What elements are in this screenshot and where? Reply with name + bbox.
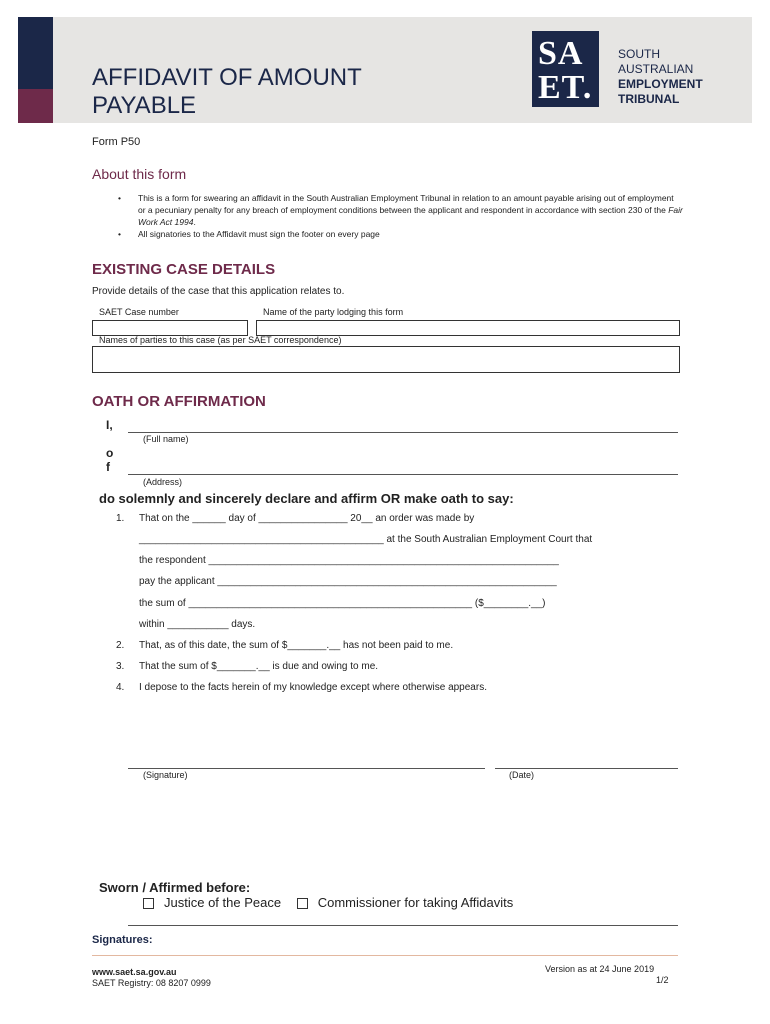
commissioner-label: Commissioner for taking Affidavits — [317, 895, 514, 910]
item-3-text: That the sum of $_______.__ is due and owing to me. — [139, 661, 379, 672]
case-number-label: SAET Case number — [99, 307, 179, 317]
page-title — [92, 64, 362, 120]
item-1-line-b: ____________________________________________ at the South Australian Employment Court that — [139, 534, 593, 545]
item-4-text: I depose to the facts herein of my knowledge except where otherwise appears. — [139, 682, 487, 693]
declare-statement: do solemnly and sincerely declare and affirm OR make oath to say: — [99, 491, 514, 506]
i-label: I, — [106, 418, 113, 432]
header-stripe-navy — [18, 17, 53, 89]
about-bullet-1-act: Fair Work Act 1994 — [138, 205, 683, 227]
party-input[interactable] — [256, 320, 680, 336]
fullname-caption: (Full name) — [143, 434, 189, 444]
signatures-label: Signatures: — [92, 934, 153, 946]
form-id: Form P50 — [92, 136, 141, 148]
commissioner-checkbox[interactable] — [297, 898, 308, 909]
logo-line-3: EMPLOYMENT — [618, 77, 703, 91]
item-3-number: 3. — [116, 661, 125, 672]
about-bullet-1 — [118, 192, 683, 228]
logo-line-4: TRIBUNAL — [618, 92, 680, 106]
parties-input[interactable] — [92, 346, 680, 373]
item-1-number: 1. — [116, 513, 125, 524]
of-label-f: f — [106, 460, 110, 474]
logo-line-1: SOUTH — [618, 47, 660, 61]
logo-mark-top: SA — [538, 35, 584, 72]
item-2-text: That, as of this date, the sum of $_______.__ has not been paid to me. — [139, 640, 454, 651]
item-1-line-d: pay the applicant _____________________________________________________________ — [139, 576, 557, 587]
of-label-o: o — [106, 446, 114, 460]
date-caption: (Date) — [509, 770, 535, 780]
logo-mark-bottom: ET. — [538, 69, 593, 106]
item-1-line-e: the sum of ___________________________________________________ ($________.__) — [139, 598, 546, 609]
justice-label: Justice of the Peace — [164, 895, 282, 910]
sworn-heading: Sworn / Affirmed before: — [99, 880, 251, 895]
sworn-options — [143, 895, 513, 910]
about-bullet-1-text: This is a form for swearing an affidavit in the South Australian Employment Tribunal in relation to an amount payable arising out of employment or a pecuniary penalty for any breach of employment conditions between the applicant and respondent in accordance with section 230 of the — [138, 193, 674, 215]
signature-line[interactable] — [128, 768, 485, 769]
logo-line-2: AUSTRALIAN — [618, 62, 694, 76]
item-1-line-a: That on the ______ day of ________________ 20__ an order was made by — [139, 513, 475, 524]
footer-page-number: 1/2 — [656, 975, 669, 985]
case-number-input[interactable] — [92, 320, 248, 336]
saet-logo-text — [618, 47, 703, 107]
case-heading: EXISTING CASE DETAILS — [92, 261, 276, 278]
oath-heading: OATH OR AFFIRMATION — [92, 393, 266, 410]
header-stripe-plum — [18, 89, 53, 123]
fullname-line[interactable] — [128, 432, 678, 433]
witness-signature-line[interactable] — [128, 925, 678, 926]
party-label: Name of the party lodging this form — [263, 307, 404, 317]
saet-logo-mark — [532, 31, 599, 107]
address-caption: (Address) — [143, 477, 183, 487]
footer-version: Version as at 24 June 2019 — [545, 964, 655, 974]
item-1-line-c: the respondent _______________________________________________________________ — [139, 555, 559, 566]
item-1-line-f: within ___________ days. — [139, 619, 256, 630]
justice-checkbox[interactable] — [143, 898, 154, 909]
parties-label: Names of parties to this case (as per SAET correspondence) — [99, 335, 342, 345]
footer-registry: SAET Registry: 08 8207 0999 — [92, 978, 211, 988]
item-2-number: 2. — [116, 640, 125, 651]
date-line[interactable] — [495, 768, 678, 769]
footer-divider — [92, 955, 678, 956]
title-line-1: AFFIDAVIT OF AMOUNT — [92, 64, 362, 91]
footer-website[interactable]: www.saet.sa.gov.au — [92, 967, 177, 977]
case-intro: Provide details of the case that this application relates to. — [92, 286, 345, 297]
address-line[interactable] — [128, 474, 678, 475]
about-heading: About this form — [92, 166, 187, 182]
about-bullet-1-end: . — [193, 217, 196, 227]
signature-caption: (Signature) — [143, 770, 188, 780]
title-line-2: PAYABLE — [92, 92, 197, 119]
about-bullet-2: • All signatories to the Affidavit must sign the footer on every page — [118, 228, 683, 240]
about-bullets — [118, 192, 683, 240]
item-4-number: 4. — [116, 682, 125, 693]
